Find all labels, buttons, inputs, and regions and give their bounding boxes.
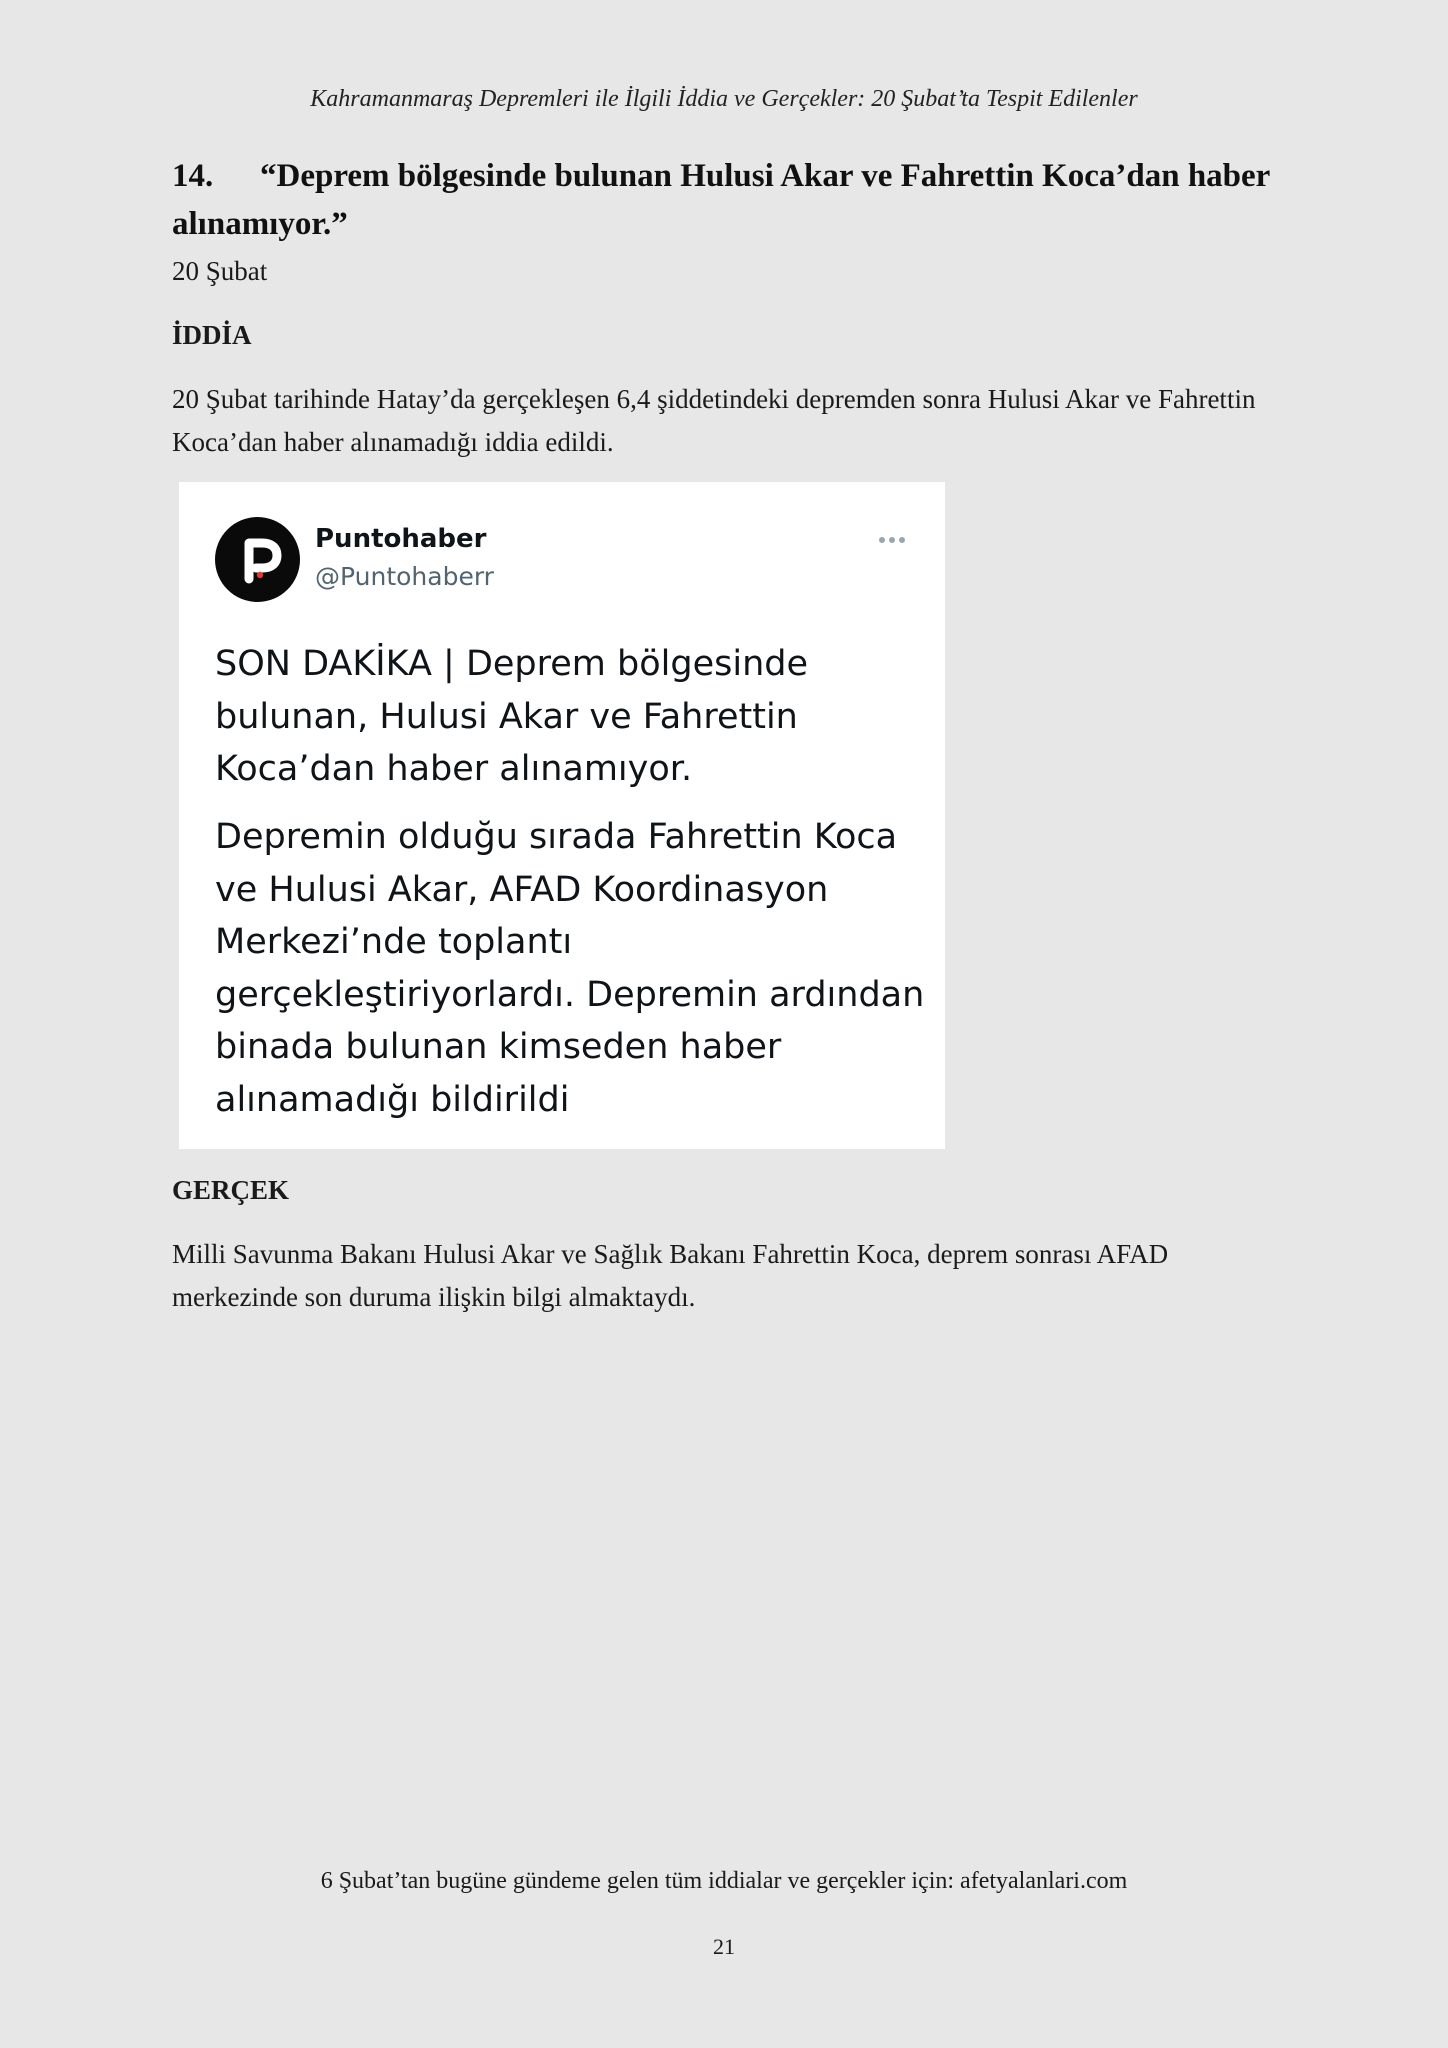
claim-heading [172,152,1292,248]
page-number: 21 [713,1934,735,1959]
puntohaber-logo-icon [215,517,300,602]
tweet-screenshot [179,482,945,1149]
iddia-label: İDDİA [172,320,252,350]
iddia-text: 20 Şubat tarihinde Hatay’da gerçekleşen 6,4 şiddetindeki depremden sonra Hulusi Akar ve Fahrettin Koca’dan haber alınamadığı iddia edildi. [172,384,1256,457]
tweet-text-body: Depremin olduğu sırada Fahrettin Koca ve Hulusi Akar, AFAD Koordinasyon Merkezi’nde toplantı gerçekleştiriyorlardı. Depremin ardından binada bulunan kimseden haber alınamadığı bildirildi [215,817,925,1120]
tweet-text-headline: SON DAKİKA | Deprem bölgesinde bulunan, Hulusi Akar ve Fahrettin Koca’dan haber alınamıyor. [215,644,809,789]
claim-title: “Deprem bölgesinde bulunan Hulusi Akar ve Fahrettin Koca’dan haber alınamıyor.” [172,158,1270,242]
claim-date: 20 Şubat [172,256,268,286]
claim-number: 14. [172,158,214,194]
gercek-label: GERÇEK [172,1175,290,1205]
more-options-icon [879,535,907,545]
gercek-text: Milli Savunma Bakanı Hulusi Akar ve Sağlık Bakanı Fahrettin Koca, deprem sonrası AFAD merkezinde son duruma ilişkin bilgi almaktaydı. [172,1239,1169,1312]
tweet-author-name: Puntohaber [315,524,487,554]
tweet-author-handle: @Puntohaberr [315,562,494,591]
page-footer: 6 Şubat’tan bugüne gündeme gelen tüm iddialar ve gerçekler için: afetyalanlari.com [320,1868,1128,1894]
running-header: Kahramanmaraş Depremleri ile İlgili İddia ve Gerçekler: 20 Şubat’ta Tespit Edilenler [310,86,1138,112]
